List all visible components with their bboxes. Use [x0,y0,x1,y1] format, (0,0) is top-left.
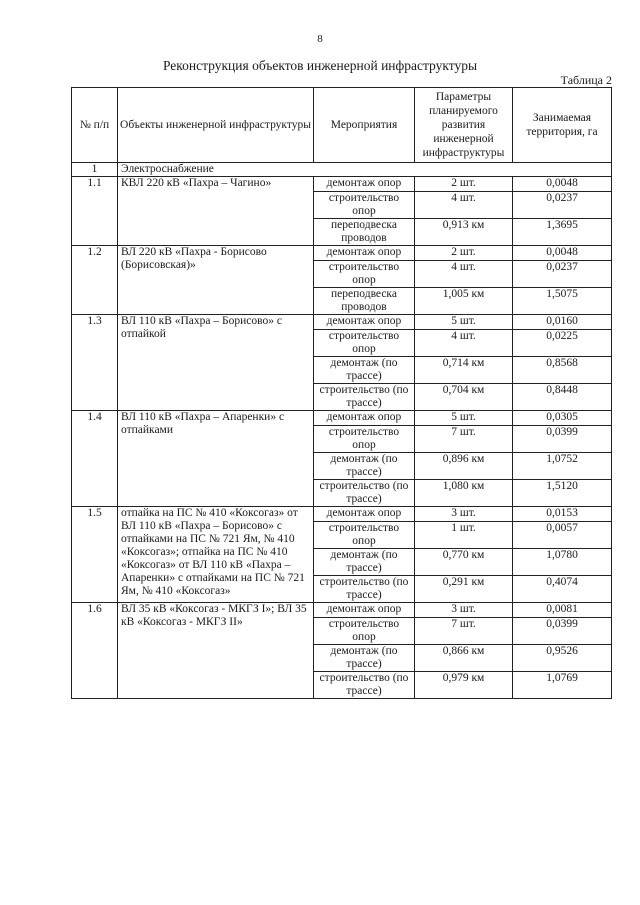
row-activity: демонтаж опор [314,315,415,330]
row-activity: строительство (по трассе) [314,480,415,507]
table-header-row [72,88,612,163]
row-activity: строительство опор [314,192,415,219]
row-params: 1,080 км [415,480,513,507]
row-activity: строительство (по трассе) [314,384,415,411]
row-activity: демонтаж (по трассе) [314,453,415,480]
row-object: ВЛ 220 кВ «Пахра - Борисово (Борисовская)» [118,246,314,315]
row-area: 0,8568 [513,357,612,384]
row-activity: демонтаж опор [314,177,415,192]
row-params: 0,979 км [415,672,513,699]
row-object: ВЛ 110 кВ «Пахра – Борисово» с отпайкой [118,315,314,411]
row-area: 1,5075 [513,288,612,315]
row-params: 0,291 км [415,576,513,603]
row-activity: переподвеска проводов [314,288,415,315]
row-area: 1,0752 [513,453,612,480]
row-area: 0,4074 [513,576,612,603]
document-title: Реконструкция объектов инженерной инфраструктуры [162,58,478,73]
row-area: 1,5120 [513,480,612,507]
row-area: 0,0225 [513,330,612,357]
row-area: 1,0769 [513,672,612,699]
row-area: 0,0081 [513,603,612,618]
row-params: 3 шт. [415,603,513,618]
row-activity: демонтаж (по трассе) [314,357,415,384]
row-object: ВЛ 110 кВ «Пахра – Апаренки» с отпайками [118,411,314,507]
row-params: 2 шт. [415,177,513,192]
row-area: 0,0160 [513,315,612,330]
row-params: 3 шт. [415,507,513,522]
row-params: 1 шт. [415,522,513,549]
row-activity: строительство опор [314,330,415,357]
row-num: 1.3 [72,315,118,411]
row-num: 1.6 [72,603,118,699]
row-area: 0,9526 [513,645,612,672]
row-num: 1.4 [72,411,118,507]
row-params: 0,714 км [415,357,513,384]
row-params: 0,704 км [415,384,513,411]
row-activity: строительство (по трассе) [314,576,415,603]
header-params: Параметры планируемого развития инженерной инфраструктуры [415,88,513,163]
row-params: 4 шт. [415,261,513,288]
table-row [72,177,612,192]
row-num: 1.5 [72,507,118,603]
row-area: 0,8448 [513,384,612,411]
header-area: Занимаемая территория, га [513,88,612,163]
row-num: 1.1 [72,177,118,246]
section-label: Электроснабжение [118,163,612,177]
row-activity: строительство опор [314,618,415,645]
row-activity: переподвеска проводов [314,219,415,246]
row-area: 0,0237 [513,261,612,288]
row-params: 7 шт. [415,426,513,453]
row-activity: строительство опор [314,522,415,549]
section-row [72,163,612,177]
row-params: 2 шт. [415,246,513,261]
row-area: 0,0237 [513,192,612,219]
row-area: 0,0399 [513,426,612,453]
row-params: 4 шт. [415,330,513,357]
row-object: отпайка на ПС № 410 «Коксогаз» от ВЛ 110 кВ «Пахра – Борисово» с отпайками на ПС № 721 Ям, № 410 «Коксогаз»; отпайка на ПС № 410 «Коксогаз» от ВЛ 110 кВ «Пахра – Апаренки» с отпайками на ПС № 721 Ям, № 410 «Коксогаз» [118,507,314,603]
row-params: 0,896 км [415,453,513,480]
row-activity: демонтаж (по трассе) [314,645,415,672]
row-params: 4 шт. [415,192,513,219]
row-area: 0,0048 [513,177,612,192]
section-num: 1 [72,163,118,177]
header-object: Объекты инженерной инфраструктуры [118,88,314,163]
row-params: 5 шт. [415,315,513,330]
row-params: 0,770 км [415,549,513,576]
page-number: 8 [317,33,323,45]
row-params: 1,005 км [415,288,513,315]
row-area: 0,0399 [513,618,612,645]
table-row [72,411,612,426]
row-params: 5 шт. [415,411,513,426]
row-activity: строительство (по трассе) [314,672,415,699]
row-params: 0,913 км [415,219,513,246]
row-area: 0,0048 [513,246,612,261]
row-activity: демонтаж опор [314,603,415,618]
infrastructure-table [71,87,612,699]
row-activity: демонтаж опор [314,411,415,426]
row-activity: демонтаж опор [314,246,415,261]
row-object: КВЛ 220 кВ «Пахра – Чагино» [118,177,314,246]
row-activity: строительство опор [314,261,415,288]
header-num: № п/п [72,88,118,163]
row-num: 1.2 [72,246,118,315]
row-area: 0,0057 [513,522,612,549]
row-object: ВЛ 35 кВ «Коксогаз - МКГЗ I»; ВЛ 35 кВ «Коксогаз - МКГЗ II» [118,603,314,699]
row-area: 1,3695 [513,219,612,246]
table-row [72,315,612,330]
row-activity: демонтаж (по трассе) [314,549,415,576]
row-activity: строительство опор [314,426,415,453]
row-area: 1,0780 [513,549,612,576]
table-row [72,507,612,522]
table-row [72,603,612,618]
row-area: 0,0305 [513,411,612,426]
row-area: 0,0153 [513,507,612,522]
row-params: 0,866 км [415,645,513,672]
header-activity: Мероприятия [314,88,415,163]
table-row [72,246,612,261]
row-params: 7 шт. [415,618,513,645]
row-activity: демонтаж опор [314,507,415,522]
table-caption: Таблица 2 [560,73,612,87]
